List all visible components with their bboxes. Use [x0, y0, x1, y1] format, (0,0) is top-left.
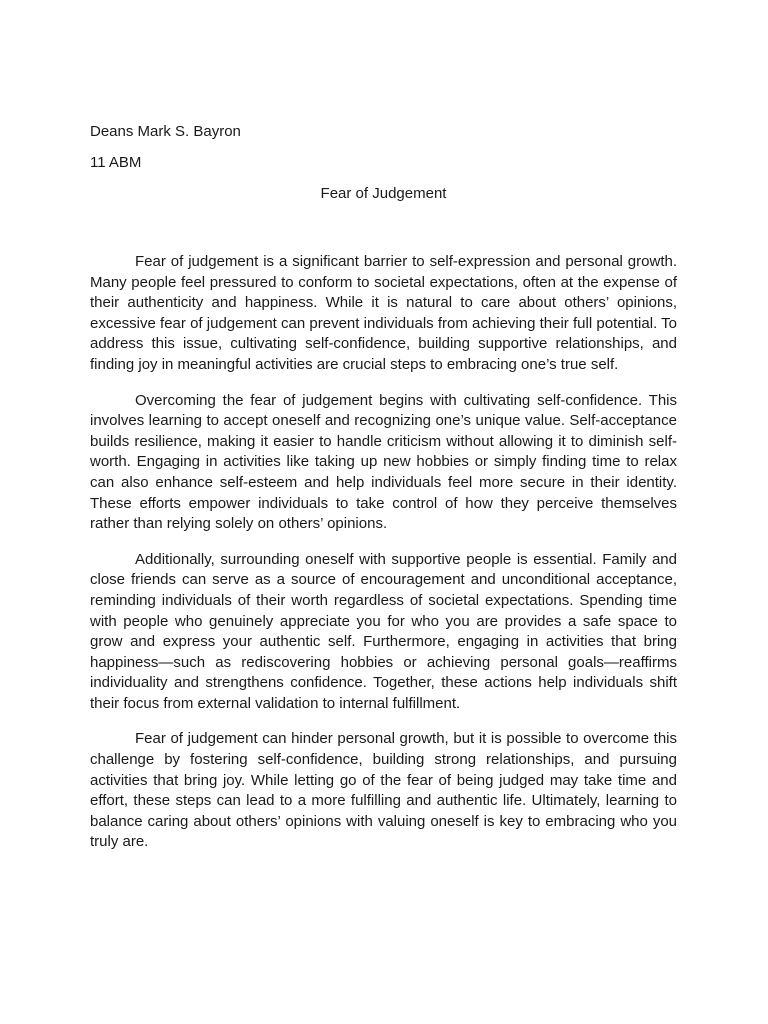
paragraph-2: Overcoming the fear of judgement begins with cultivating self-confidence. This involves learning to accept oneself and recognizing one’s unique value. Self-acceptance builds resilience, making it easier to handle criticism without allowing it to diminish self-worth. Engaging in activities like taking up new hobbies or simply finding time to relax can also enhance self-esteem and help individuals feel more secure in their identity. These efforts empower individuals to take control of how they perceive themselves rather than relying solely on others’ opinions. — [90, 391, 677, 533]
author-name: Deans Mark S. Bayron — [90, 123, 241, 140]
paragraph-1: Fear of judgement is a significant barrier to self-expression and personal growth. Many people feel pressured to conform to societal expectations, often at the expense of their authenticity and happiness. While it is natural to care about others’ opinions, excessive fear of judgement can prevent individuals from achieving their full potential. To address this issue, cultivating self-confidence, building supportive relationships, and finding joy in meaningful activities are crucial steps to embracing one’s true self. — [90, 253, 677, 373]
grade-section: 11 ABM — [90, 154, 142, 171]
essay-body — [90, 252, 677, 868]
paragraph-3: Additionally, surrounding oneself with supportive people is essential. Family and close friends can serve as a source of encouragement and unconditional acceptance, reminding individuals of their worth regardless of societal expectations. Spending time with people who genuinely appreciate you for who you are provides a safe space to grow and express your authentic self. Furthermore, engaging in activities that bring happiness—such as rediscovering hobbies or achieving personal goals—reaffirms individuality and strengthens confidence. Together, these actions help individuals shift their focus from external validation to internal fulfillment. — [90, 550, 677, 712]
essay-title: Fear of Judgement — [320, 185, 447, 202]
paragraph-4: Fear of judgement can hinder personal growth, but it is possible to overcome this challenge by fostering self-confidence, building strong relationships, and pursuing activities that bring joy. While letting go of the fear of being judged may take time and effort, these steps can lead to a more fulfilling and authentic life. Ultimately, learning to balance caring about others’ opinions with valuing oneself is key to embracing who you truly are. — [90, 730, 677, 851]
